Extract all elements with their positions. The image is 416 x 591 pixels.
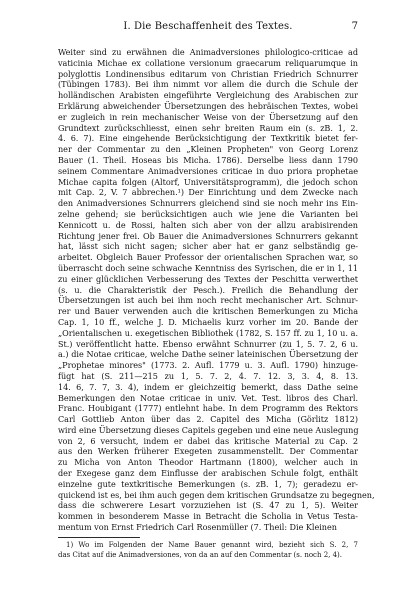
text-line: mentum von Ernst Friedrich Carl Rosenmüller (7. Theil: Die Kleinen bbox=[58, 522, 337, 533]
text-line: Bauer (1. Theil. Hoseas bis Micha. 1786). Derselbe liess dann 1790 bbox=[58, 154, 358, 165]
text-line: a.) die Notae criticae, welche Dathe seiner lateinischen Übersetzung der bbox=[58, 349, 358, 360]
text-line: wird eine Übersetzung dieses Capitels gegeben und eine neue Auslegung bbox=[58, 424, 359, 435]
text-line: 4. 6. 7). Eine eingehende Berücksichtigung der Textkritik bietet fer- bbox=[58, 133, 358, 144]
text-line: quickend ist es, bei ihm auch gegen dem kritischen Grundsatze zu begegnen, bbox=[58, 489, 375, 500]
text-line: ner der Commentar zu den „Kleinen Propheten" von Georg Lorenz bbox=[58, 144, 358, 155]
text-line: Richtung jener frei. Ob Bauer die Animadversiones Schnurrers gekannt bbox=[58, 230, 358, 241]
text-line: „Orientalischen u. exegetischen Bibliothek (1782, S. 157 ff. zu 1, 10 u. a. bbox=[58, 327, 358, 338]
text-line: (Tübingen 1783). Bei ihm nimmt vor allem die durch die Schule der bbox=[58, 79, 358, 90]
text-line: 14. 6, 7. 7, 3. 4), indem er gleichzeitig bemerkt, dass Dathe seine bbox=[58, 381, 358, 392]
text-line: Michae capita folgen (Altorf, Universitätsprogramm), die jedoch schon bbox=[58, 176, 358, 187]
page-number: 7 bbox=[351, 21, 358, 32]
text-line: fügt hat (S. 211—215 zu 1, 5. 7. 2, 4. 7. 12. 3, 3. 4, 8. 13. bbox=[58, 370, 358, 381]
footnote-line: das Citat auf die Animadversiones, von da an auf den Commentar (s. noch 2, 4). bbox=[58, 550, 343, 559]
text-line: Übersetzungen ist auch bei ihm noch recht mechanischer Art. Schnur- bbox=[58, 295, 358, 306]
page-header bbox=[58, 20, 358, 34]
text-line: Grundtext zurückschliesst, einen sehr breiten Raum ein (s. zB. 1, 2. bbox=[58, 122, 358, 133]
text-line: hat, lässt sich nicht sagen; sicher aber hat er ganz selbständig ge- bbox=[58, 241, 358, 252]
text-line: zelne gehend; sie berücksichtigen auch wie jene die Varianten bei bbox=[58, 208, 358, 219]
text-line: Franc. Houbigant (1777) entlehnt habe. In dem Programm des Rektors bbox=[58, 403, 358, 414]
text-line: überrascht doch seine schwache Kenntniss des Syrischen, die er in 1, 11 bbox=[58, 262, 358, 273]
text-line: aus den Werken früherer Exegeten zusammenstellt. Der Commentar bbox=[58, 446, 358, 457]
main-text bbox=[58, 47, 375, 533]
text-line: zu Micha von Anton Theodor Hartmann (1800), welcher auch in bbox=[58, 457, 358, 468]
running-title: I. Die Beschaffenheit des Textes. bbox=[123, 21, 293, 32]
text-line: St.) veröffentlicht hatte. Ebenso erwähnt Schnurrer (zu 1, 5. 7. 2, 6 u. bbox=[58, 338, 358, 349]
text-line: rer und Bauer verwenden auch die kritischen Bemerkungen zu Micha bbox=[58, 306, 358, 317]
text-line: holländischen Arabisten eingeführte Vergleichung des Arabischen zur bbox=[58, 90, 358, 101]
text-line: einzelne gute textkritische Bemerkungen (s. zB. 1, 7); geradezu er- bbox=[58, 478, 358, 489]
text-line: Bemerkungen den Notae criticae in univ. Vet. Test. libros des Charl. bbox=[58, 392, 358, 403]
text-line: Weiter sind zu erwähnen die Animadversiones philologico-criticae ad bbox=[58, 47, 358, 57]
text-line: Kennicott u. de Rossi, halten sich aber von der allzu arabisirenden bbox=[58, 219, 358, 230]
footnote-separator bbox=[58, 537, 140, 538]
footnote bbox=[58, 541, 358, 560]
text-line: vaticinia Michae ex collatione versionum graecarum reliquarumque in bbox=[58, 57, 358, 68]
text-line: Cap. 1, 10 ff., welche J. D. Michaelis kurz vorher im 20. Bande der bbox=[58, 316, 358, 327]
text-line: kommen in besonderem Masse in Betracht die Scholia in Vetus Testa- bbox=[58, 511, 358, 522]
text-line: polyglottis Londinensibus editarum von Christian Friedrich Schnurrer bbox=[58, 68, 358, 79]
text-line: seinem Commentare Animadversiones criticae in duo priora prophetae bbox=[58, 165, 358, 176]
text-line: Carl Gottlieb Anton über das 2. Capitel des Micha (Görlitz 1812) bbox=[58, 414, 358, 425]
footnote-line: 1) Wo im Folgenden der Name Bauer genannt wird, bezieht sich S. 2, 7 bbox=[66, 541, 358, 549]
text-line: er zugleich in rein mechanischer Weise von der Übersetzung auf den bbox=[58, 111, 358, 122]
text-line: „Prophetae minores" (1773. 2. Aufl. 1779 u. 3. Aufl. 1790) hinzuge- bbox=[58, 360, 358, 371]
text-line: von 2, 6 versucht, indem er dabei das kritische Material zu Cap. 2 bbox=[58, 435, 358, 446]
text-line: der Exegese ganz dem Einflusse der arabischen Schule folgt, enthält bbox=[58, 468, 358, 479]
text-line: mit Cap. 2, V. 7 abbrechen.¹) Der Einrichtung und dem Zwecke nach bbox=[58, 187, 358, 198]
text-line: (s. u. die Charakteristik der Pesch.). Freilich die Behandlung der bbox=[58, 284, 358, 295]
text-line: den Animadversiones Schnurrers gleichend sind sie noch mehr ins Ein- bbox=[58, 198, 358, 209]
text-line: dass die schwerere Lesart vorzuziehen ist (S. 47 zu 1, 5). Weiter bbox=[58, 500, 358, 511]
text-line: Erklärung abweichender Übersetzungen des hebräischen Textes, wobei bbox=[58, 100, 358, 111]
text-line: zu einer glücklichen Verbesserung des Textes der Peschitta verwerthet bbox=[58, 273, 358, 284]
text-line: arbeitet. Obgleich Bauer Professor der orientalischen Sprachen war, so bbox=[58, 252, 358, 263]
